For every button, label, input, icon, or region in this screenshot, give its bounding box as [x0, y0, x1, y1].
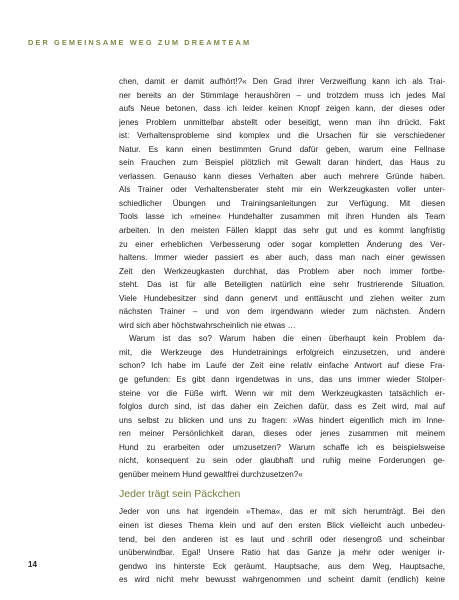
text-line: Zeit den Werkzeugkasten durchhat, das Problem aber noch immer fortbe-	[119, 266, 445, 276]
text-line: sein Frauchen zum Beispiel plötzlich mit Gewalt daran hindert, das Haus zu	[119, 158, 445, 168]
text-line: schiedlicher Übungen und Trainingsanleitungen zur Verfügung. Mit diesen	[119, 198, 445, 208]
text-line: chen, damit er damit aufhört!?« Den Grad ihrer Verzweiflung kann ich als Trai-	[119, 77, 445, 86]
paragraph-3	[119, 505, 445, 586]
text-line: ren meiner Persönlichkeit daran, dieses oder jenes zusammen mit meinem	[119, 429, 445, 439]
text-line: Jeder von uns hat irgendein »Thema«, das er mit sich herumträgt. Bei den	[119, 507, 445, 517]
text-line: folglos durch sind, ist das daher ein Zeichen dafür, dass es Zeit wird, mal auf	[119, 402, 445, 412]
paragraph-2	[119, 332, 445, 481]
text-line: verlassen. Genauso kann dieses Verhalten aber auch mehrere Gründe haben.	[119, 171, 445, 181]
body-text	[119, 75, 445, 587]
text-line: nächsten Trainer – und von dem irgendwann wieder zum nächsten. Ändern	[119, 307, 445, 317]
text-line: arbeiten. In den meisten Fällen klappt das sehr gut und es kommt langfristig	[119, 226, 445, 236]
text-line: einen ist dieses Thema klein und auf den ersten Blick vielleicht auch unbedeu-	[119, 520, 445, 530]
text-line: aufs Neue betonen, dass ich leider keinen Knopf zeigen kann, der dieses oder	[119, 104, 445, 114]
text-line: unüberwindbar. Egal! Unsere Ratio hat das Ganze ja mehr oder weniger ir-	[119, 548, 445, 558]
text-line: Viele Hundebesitzer sind dann genervt und enttäuscht und ziehen weiter zum	[119, 293, 445, 303]
page-number: 14	[28, 560, 37, 569]
text-line: ner bereits an der Stimmlage heraushören – und trotzdem muss ich jedes Mal	[119, 90, 445, 100]
text-line: Hund zu erarbeiten oder umzusetzen? Warum schaffe ich es beispielsweise	[119, 442, 445, 452]
text-line: genüber meinem Hund gewaltfrei durchzusetzen?«	[119, 469, 303, 479]
text-line: wird sich aber höchstwahrscheinlich nie etwas …	[119, 320, 296, 330]
text-line: es wird nicht mehr bewusst wahrgenommen und scheint damit (endlich) keine	[119, 575, 445, 585]
text-line: ge gefunden: Es gibt dann irgendetwas in uns, das uns immer wieder Stolper-	[119, 375, 445, 385]
text-line: zu einer erheblichen Verbesserung oder sogar kompletten Änderung des Ver-	[119, 239, 445, 249]
text-line: schon? Ich habe im Laufe der Zeit eine relativ einfache Antwort auf diese Fra-	[119, 361, 445, 371]
text-line: gendwo ins hinterste Eck geräumt. Hauptsache, aus dem Weg, Hauptsache,	[119, 561, 445, 571]
text-line: nicht, konsequent zu sein oder glaubhaft und ruhig meine Forderungen ge-	[119, 456, 445, 466]
text-line: tend, bei den anderen ist es laut und schrill oder riesengroß und scheinbar	[119, 534, 445, 544]
text-line: Natur. Es kann einen bestimmten Grund dafür geben, warum eine Fellnase	[119, 144, 445, 154]
text-line: Als Trainer oder Verhaltensberater steht mir ein Werkzeugkasten voller unter-	[119, 185, 445, 195]
running-header: DER GEMEINSAME WEG ZUM DREAMTEAM	[28, 38, 252, 47]
text-line: jenes Problem unmittelbar abstellt oder beseitigt, wenn man ihn drückt. Fakt	[119, 117, 445, 127]
text-line: uns selbst zu blicken und uns zu fragen: »Was hindert eigentlich mich im Inne-	[119, 415, 445, 425]
section-subheading: Jeder trägt sein Päckchen	[119, 488, 241, 501]
paragraph-1	[119, 75, 445, 332]
text-line: ist: Verhaltensprobleme sind komplex und die Ursachen für sie verschiedener	[119, 131, 445, 141]
text-line: Tools lasse ich »meine« Hundehalter zusammen mit ihren Hunden als Team	[119, 212, 445, 222]
text-line: haltens. Immer wieder passiert es aber auch, dass man nach einer gewissen	[119, 253, 445, 263]
text-line: steht. Das ist für alle Beteiligten natürlich eine sehr frustrierende Situation.	[119, 280, 445, 290]
text-line: mit, die Werkzeuge des Hundetrainings erfolgreich einzusetzen, und andere	[119, 347, 445, 357]
text-line: steine vor die Füße wirft. Wenn wir mit dem Werkzeugkasten tatsächlich er-	[119, 388, 445, 398]
text-line: Warum ist das so? Warum haben die einen überhaupt kein Problem da-	[129, 334, 445, 344]
